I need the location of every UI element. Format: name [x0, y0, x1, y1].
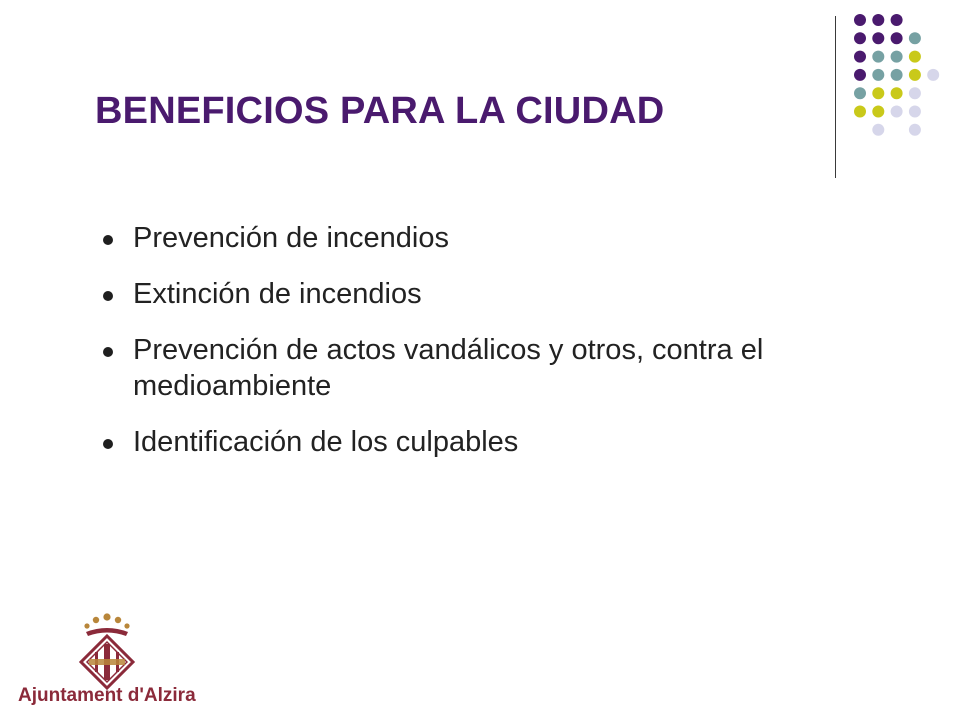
decorative-dot [872, 14, 884, 26]
bullet-dot-icon [103, 235, 113, 245]
slide-title: BENEFICIOS PARA LA CIUDAD [95, 90, 665, 132]
bullet-dot-icon [103, 347, 113, 357]
decorative-dot [891, 106, 903, 118]
bullet-list [103, 220, 823, 480]
decorative-dot [854, 14, 866, 26]
decorative-dot [909, 87, 921, 99]
decorative-dot [891, 87, 903, 99]
bullet-text: Extinción de incendios [133, 278, 422, 310]
decorative-dot [872, 87, 884, 99]
decorative-dot [872, 32, 884, 44]
bullet-text: Prevención de actos vandálicos y otros, contra el medioambiente [133, 334, 764, 402]
decorative-dot [927, 69, 939, 81]
decorative-dot [891, 69, 903, 81]
decorative-dot [872, 124, 884, 136]
decorative-dot [909, 124, 921, 136]
decorative-dot [854, 69, 866, 81]
decorative-dot [909, 69, 921, 81]
decorative-dot [872, 51, 884, 63]
organization-name: Ajuntament d'Alzira [18, 685, 196, 706]
decorative-dot [891, 51, 903, 63]
decorative-dot [854, 32, 866, 44]
decorative-dot [909, 51, 921, 63]
decorative-dot [854, 51, 866, 63]
bullet-item [103, 220, 823, 256]
bullet-item [103, 276, 823, 312]
decorative-dot [909, 106, 921, 118]
decorative-dot [854, 106, 866, 118]
bullet-item [103, 424, 823, 460]
decorative-dot [891, 32, 903, 44]
bullet-text: Prevención de incendios [133, 222, 449, 254]
decorative-dot [872, 106, 884, 118]
decorative-dot [891, 14, 903, 26]
decorative-dot [854, 87, 866, 99]
bullet-dot-icon [103, 291, 113, 301]
decorative-dot [909, 32, 921, 44]
bullet-dot-icon [103, 439, 113, 449]
bullet-text: Identificación de los culpables [133, 426, 519, 458]
decorative-dot [872, 69, 884, 81]
vertical-divider [835, 16, 836, 178]
bullet-item [103, 332, 823, 404]
